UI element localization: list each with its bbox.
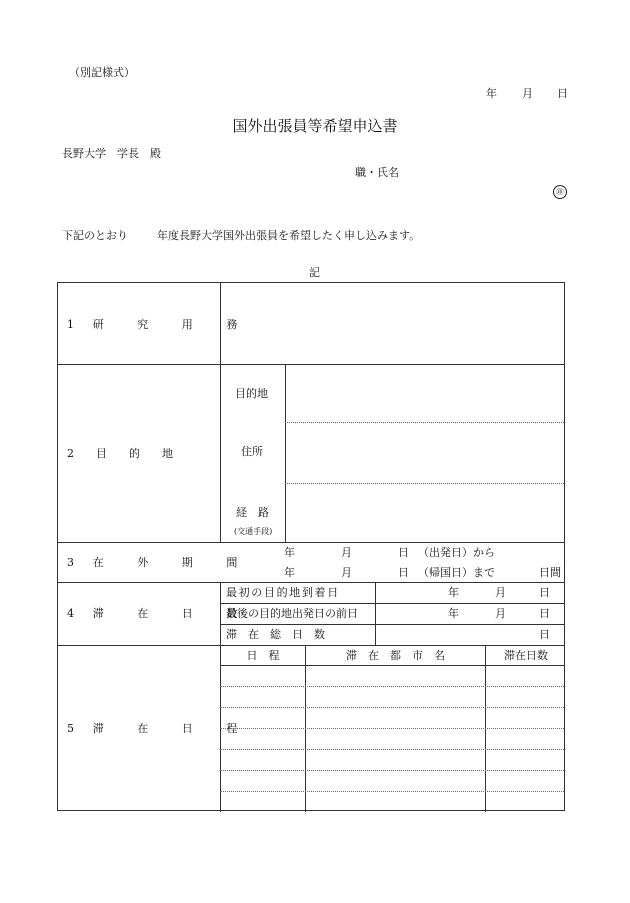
last-departure-month: 月 — [495, 607, 506, 620]
route-field[interactable] — [286, 484, 564, 542]
destination-sublabel: 目的地 — [235, 387, 268, 400]
address-field[interactable] — [286, 423, 564, 483]
last-departure-day: 日 — [539, 607, 550, 620]
period-abroad-label: 3 在 外 期 間 — [67, 556, 242, 569]
application-form-table — [57, 282, 565, 811]
departure-note: （出発日）から — [418, 546, 495, 559]
first-arrival-label: 最初の目的地到着日 — [226, 586, 340, 599]
schedule-header: 日 程 — [246, 649, 280, 662]
departure-day: 日 — [398, 546, 409, 559]
return-note: （帰国日）まで — [418, 566, 495, 579]
applicant-name-label: 職・氏名 — [355, 166, 399, 179]
first-arrival-day: 日 — [539, 586, 550, 599]
page-title: 国外出張員等希望申込書 — [232, 117, 398, 135]
city-header: 滞 在 都 市 名 — [346, 649, 445, 662]
first-arrival-month: 月 — [495, 586, 506, 599]
route-note: (交通手段) — [234, 527, 273, 536]
destination-field[interactable] — [286, 365, 564, 422]
first-arrival-year: 年 — [448, 586, 459, 599]
stay-schedule-label: 5 滞 在 日 程 — [67, 722, 242, 735]
addressee: 長野大学 学長 殿 — [62, 147, 161, 160]
return-year: 年 — [284, 566, 295, 579]
date-year-label: 年 — [486, 87, 497, 100]
date-day-label: 日 — [557, 87, 568, 100]
departure-month: 月 — [341, 546, 352, 559]
seal-mark: ㊞ — [553, 185, 567, 199]
total-stay-label: 滞 在 総 日 数 — [226, 628, 325, 641]
ki-label: 記 — [309, 266, 320, 279]
intro-text-prefix: 下記のとおり — [62, 229, 128, 242]
destination-label: 2 目 的 地 — [67, 447, 179, 460]
return-month: 月 — [341, 566, 352, 579]
research-duties-label: 1 研 究 用 務 — [67, 318, 242, 331]
return-day: 日 — [398, 566, 409, 579]
last-departure-year: 年 — [448, 607, 459, 620]
total-stay-day-unit: 日 — [539, 628, 550, 641]
stay-days-label: 4 滞 在 日 数 — [67, 607, 242, 620]
last-departure-label: 最後の目的地出発日の前日 — [226, 607, 358, 620]
route-sublabel: 経 路 — [236, 506, 269, 519]
date-month-label: 月 — [522, 87, 533, 100]
address-sublabel: 住所 — [241, 445, 263, 458]
intro-text: 年度長野大学国外出張員を希望したく申し込みます。 — [157, 229, 421, 242]
total-days-unit: 日間 — [539, 566, 561, 579]
departure-year: 年 — [284, 546, 295, 559]
days-header: 滞在日数 — [504, 649, 548, 662]
form-reference: （別記様式） — [69, 66, 135, 79]
research-duties-field[interactable] — [221, 283, 564, 364]
